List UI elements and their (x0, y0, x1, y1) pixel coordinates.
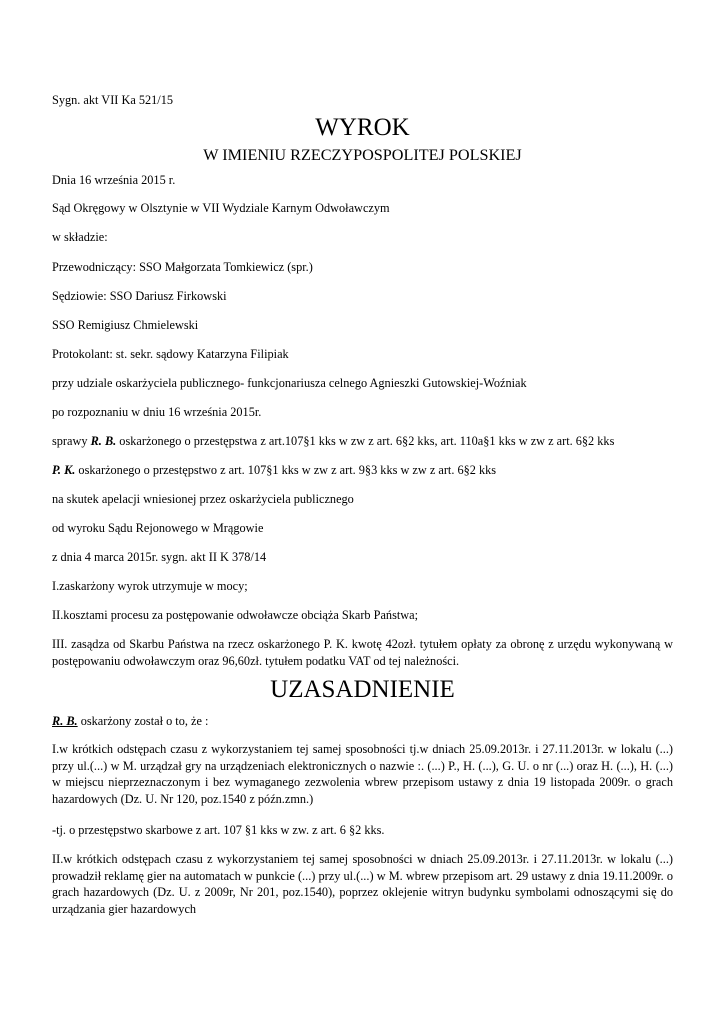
second-judge: SSO Remigiusz Chmielewski (52, 318, 199, 332)
composition-label: w składzie: (52, 230, 108, 244)
defendant-name: R. B. (52, 714, 78, 728)
charge-1-qualification: -tj. o przestępstwo skarbowe z art. 107 §1 kks w zw. z art. 6 §2 kks. (52, 823, 385, 837)
charged-line (52, 713, 673, 730)
presiding-judge: Przewodniczący: SSO Małgorzata Tomkiewicz (spr.) (52, 260, 313, 274)
court-name: Sąd Okręgowy w Olsztynie w VII Wydziale Karnym Odwoławczym (52, 201, 390, 215)
document-subtitle: W IMIENIU RZECZYPOSPOLITEJ POLSKIEJ (203, 146, 522, 164)
lower-court: od wyroku Sądu Rejonowego w Mrągowie (52, 521, 264, 535)
ruling-2: II.kosztami procesu za postępowanie odwoławcze obciąża Skarb Państwa; (52, 608, 419, 622)
charged-text: oskarżony został o to, że : (77, 714, 209, 728)
appeal-info: na skutek apelacji wniesionej przez oskarżyciela publicznego (52, 492, 354, 506)
defendant-name: R. B. (90, 434, 117, 448)
ruling-3: III. zasądza od Skarbu Państwa na rzecz oskarżonego P. K. kwotę 42ozł. tytułem opłaty za obronę z urzędu wykonywaną w postępowaniu odwoławczym oraz 96,60zł. tytułem podatku VAT od tej należności. (52, 637, 673, 668)
document-title: WYROK (315, 114, 410, 141)
hearing-date: po rozpoznaniu w dniu 16 września 2015r. (52, 405, 262, 419)
judgment-date: Dnia 16 września 2015 r. (52, 173, 176, 187)
charge-1: I.w krótkich odstępach czasu z wykorzystaniem tej samej sposobności tj.w dniach 25.09.2013r. i 27.11.2013r. w lokalu (...) przy ul.(...) w M. urządzał gry na urządzeniach elektronicznych o nazwie :. (...) P., H. (...), G. U. o nr (...) oraz H. (...), H. (...) w miejscu nieprzeznaczonym i bez wymaganego zezwolenia wbrew przepisom ustawy z dnia 19 listopada 2009r. o grach hazardowych (Dz. U. Nr 120, poz.1540 z późn.zmn.) (52, 742, 673, 806)
justification-title: UZASADNIENIE (270, 676, 455, 703)
charge-2: II.w krótkich odstępach czasu z wykorzystaniem tej samej sposobności w dniach 25.09.2013r. i 27.11.2013r. w lokalu (...) prowadził reklamę gier na automatach w punkcie (...) przy ul.(...) w M. wbrew przepisom art. 29 ustawy z dnia 19.11.2009r. o grach hazardowych (Dz. U. z 2009r, Nr 201, poz.1540), poprzez oklejenie witryn budynku symbolami odnoszącymi się do urządzania gier hazardowych (52, 852, 673, 916)
defendant-name: P. K. (52, 463, 76, 477)
ruling-1: I.zaskarżony wyrok utrzymuje w mocy; (52, 579, 248, 593)
case-prefix: sprawy (52, 434, 91, 448)
case-defendant-pk (52, 462, 673, 479)
case-defendant-rb (52, 433, 673, 450)
charge-text: oskarżonego o przestępstwa z art.107§1 kks w zw z art. 6§2 kks, art. 110a§1 kks w zw z art. 6§2 kks (116, 434, 615, 448)
judges: Sędziowie: SSO Dariusz Firkowski (52, 289, 227, 303)
charge-text: oskarżonego o przestępstwo z art. 107§1 kks w zw z art. 9§3 kks w zw z art. 6§2 kks (75, 463, 497, 477)
court-clerk: Protokolant: st. sekr. sądowy Katarzyna Filipiak (52, 347, 289, 361)
prosecutor: przy udziale oskarżyciela publicznego- funkcjonariusza celnego Agnieszki Gutowskiej-Woźniak (52, 376, 527, 390)
case-signature: Sygn. akt VII Ka 521/15 (52, 93, 174, 107)
lower-court-date: z dnia 4 marca 2015r. sygn. akt II K 378/14 (52, 550, 267, 564)
